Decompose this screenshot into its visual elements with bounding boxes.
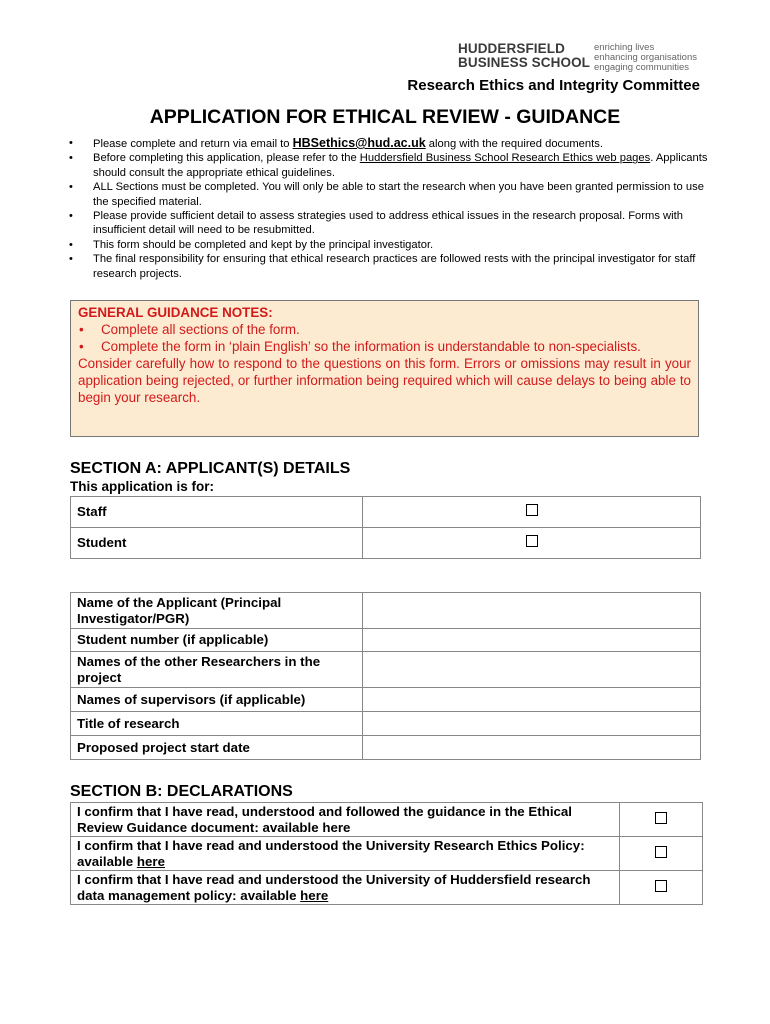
- guidance-list: [78, 321, 691, 355]
- intro-bullet: • This form should be completed and kept by the principal investigator.: [68, 238, 708, 252]
- start-date-input[interactable]: [363, 736, 701, 760]
- section-a-title: SECTION A: APPLICANT(S) DETAILS: [70, 460, 351, 477]
- ethics-policy-link[interactable]: here: [136, 853, 165, 869]
- field-label: Names of supervisors (if applicable): [71, 688, 363, 712]
- declarations-table: [70, 802, 703, 905]
- field-label: Names of the other Researchers in the project: [71, 652, 363, 688]
- guidance-item: • Complete all sections of the form.: [78, 321, 691, 338]
- student-checkbox-cell[interactable]: [363, 528, 701, 559]
- staff-checkbox-cell[interactable]: [363, 497, 701, 528]
- declaration-3-checkbox[interactable]: [655, 880, 667, 892]
- declaration-text: I confirm that I have read, understood and followed the guidance in the Ethical Review Guidance document: available here: [71, 803, 620, 837]
- general-guidance-box: [70, 300, 699, 437]
- document-title: APPLICATION FOR ETHICAL REVIEW - GUIDANCE: [149, 106, 621, 128]
- ethics-web-pages-link[interactable]: Huddersfield Business School Research Ethics web pages: [359, 152, 651, 165]
- field-label: Student number (if applicable): [71, 629, 363, 652]
- supervisors-input[interactable]: [363, 688, 701, 712]
- option-student-label: Student: [71, 528, 363, 559]
- declaration-2-checkbox[interactable]: [655, 846, 667, 858]
- research-title-input[interactable]: [363, 712, 701, 736]
- logo-wordmark: HUDDERSFIELD BUSINESS SCHOOL: [458, 41, 591, 70]
- declaration-text: I confirm that I have read and understood the University Research Ethics Policy: available here: [71, 837, 620, 871]
- guidance-paragraph: Consider carefully how to respond to the questions on this form. Errors or omissions may result in your application being rejected, or further information being required which will cause delays to being able to begin your research.: [78, 356, 691, 405]
- application-for-label: This application is for:: [70, 479, 215, 494]
- school-logo: [458, 42, 708, 74]
- field-label: Proposed project start date: [71, 736, 363, 760]
- field-label: Title of research: [71, 712, 363, 736]
- applicant-details-table: [70, 592, 701, 760]
- guidance-item: • Complete the form in ‘plain English’ so the information is understandable to non-specialists.: [78, 338, 691, 355]
- logo-tagline: enriching lives enhancing organisations engaging communities: [594, 42, 697, 73]
- intro-bullet: • Please provide sufficient detail to assess strategies used to address ethical issues in the research proposal. Forms with insufficient detail will need to be resubmitted.: [68, 209, 708, 238]
- intro-bullet: • The final responsibility for ensuring that ethical research practices are followed rests with the principal investigator for staff research projects.: [68, 252, 708, 281]
- student-checkbox[interactable]: [526, 535, 538, 547]
- intro-bullet: • Before completing this application, please refer to the Huddersfield Business School Research Ethics web pages. Applicants should consult the appropriate ethical guidelines.: [68, 151, 708, 180]
- staff-checkbox[interactable]: [526, 504, 538, 516]
- option-staff-label: Staff: [71, 497, 363, 528]
- email-link[interactable]: HBSethics@hud.ac.uk: [292, 136, 426, 150]
- applicant-name-input[interactable]: [363, 593, 701, 629]
- declaration-1-checkbox-cell[interactable]: [620, 803, 703, 837]
- student-number-input[interactable]: [363, 629, 701, 652]
- section-b-title: SECTION B: DECLARATIONS: [70, 783, 293, 800]
- applicant-type-table: [70, 496, 701, 559]
- field-label: Name of the Applicant (Principal Investigator/PGR): [71, 593, 363, 629]
- guidance-title: GENERAL GUIDANCE NOTES:: [78, 305, 273, 320]
- declaration-text: I confirm that I have read and understood the University of Huddersfield research data management policy: available here: [71, 871, 620, 905]
- intro-bullet-list: [68, 136, 708, 281]
- intro-bullet: • Please complete and return via email to HBSethics@hud.ac.uk along with the required documents.: [68, 136, 708, 151]
- other-researchers-input[interactable]: [363, 652, 701, 688]
- declaration-1-checkbox[interactable]: [655, 812, 667, 824]
- intro-bullet: • ALL Sections must be completed. You will only be able to start the research when you have been granted permission to use the specified material.: [68, 180, 708, 209]
- declaration-2-checkbox-cell[interactable]: [620, 837, 703, 871]
- declaration-3-checkbox-cell[interactable]: [620, 871, 703, 905]
- committee-name: Research Ethics and Integrity Committee: [407, 77, 700, 94]
- data-policy-link[interactable]: here: [300, 887, 329, 903]
